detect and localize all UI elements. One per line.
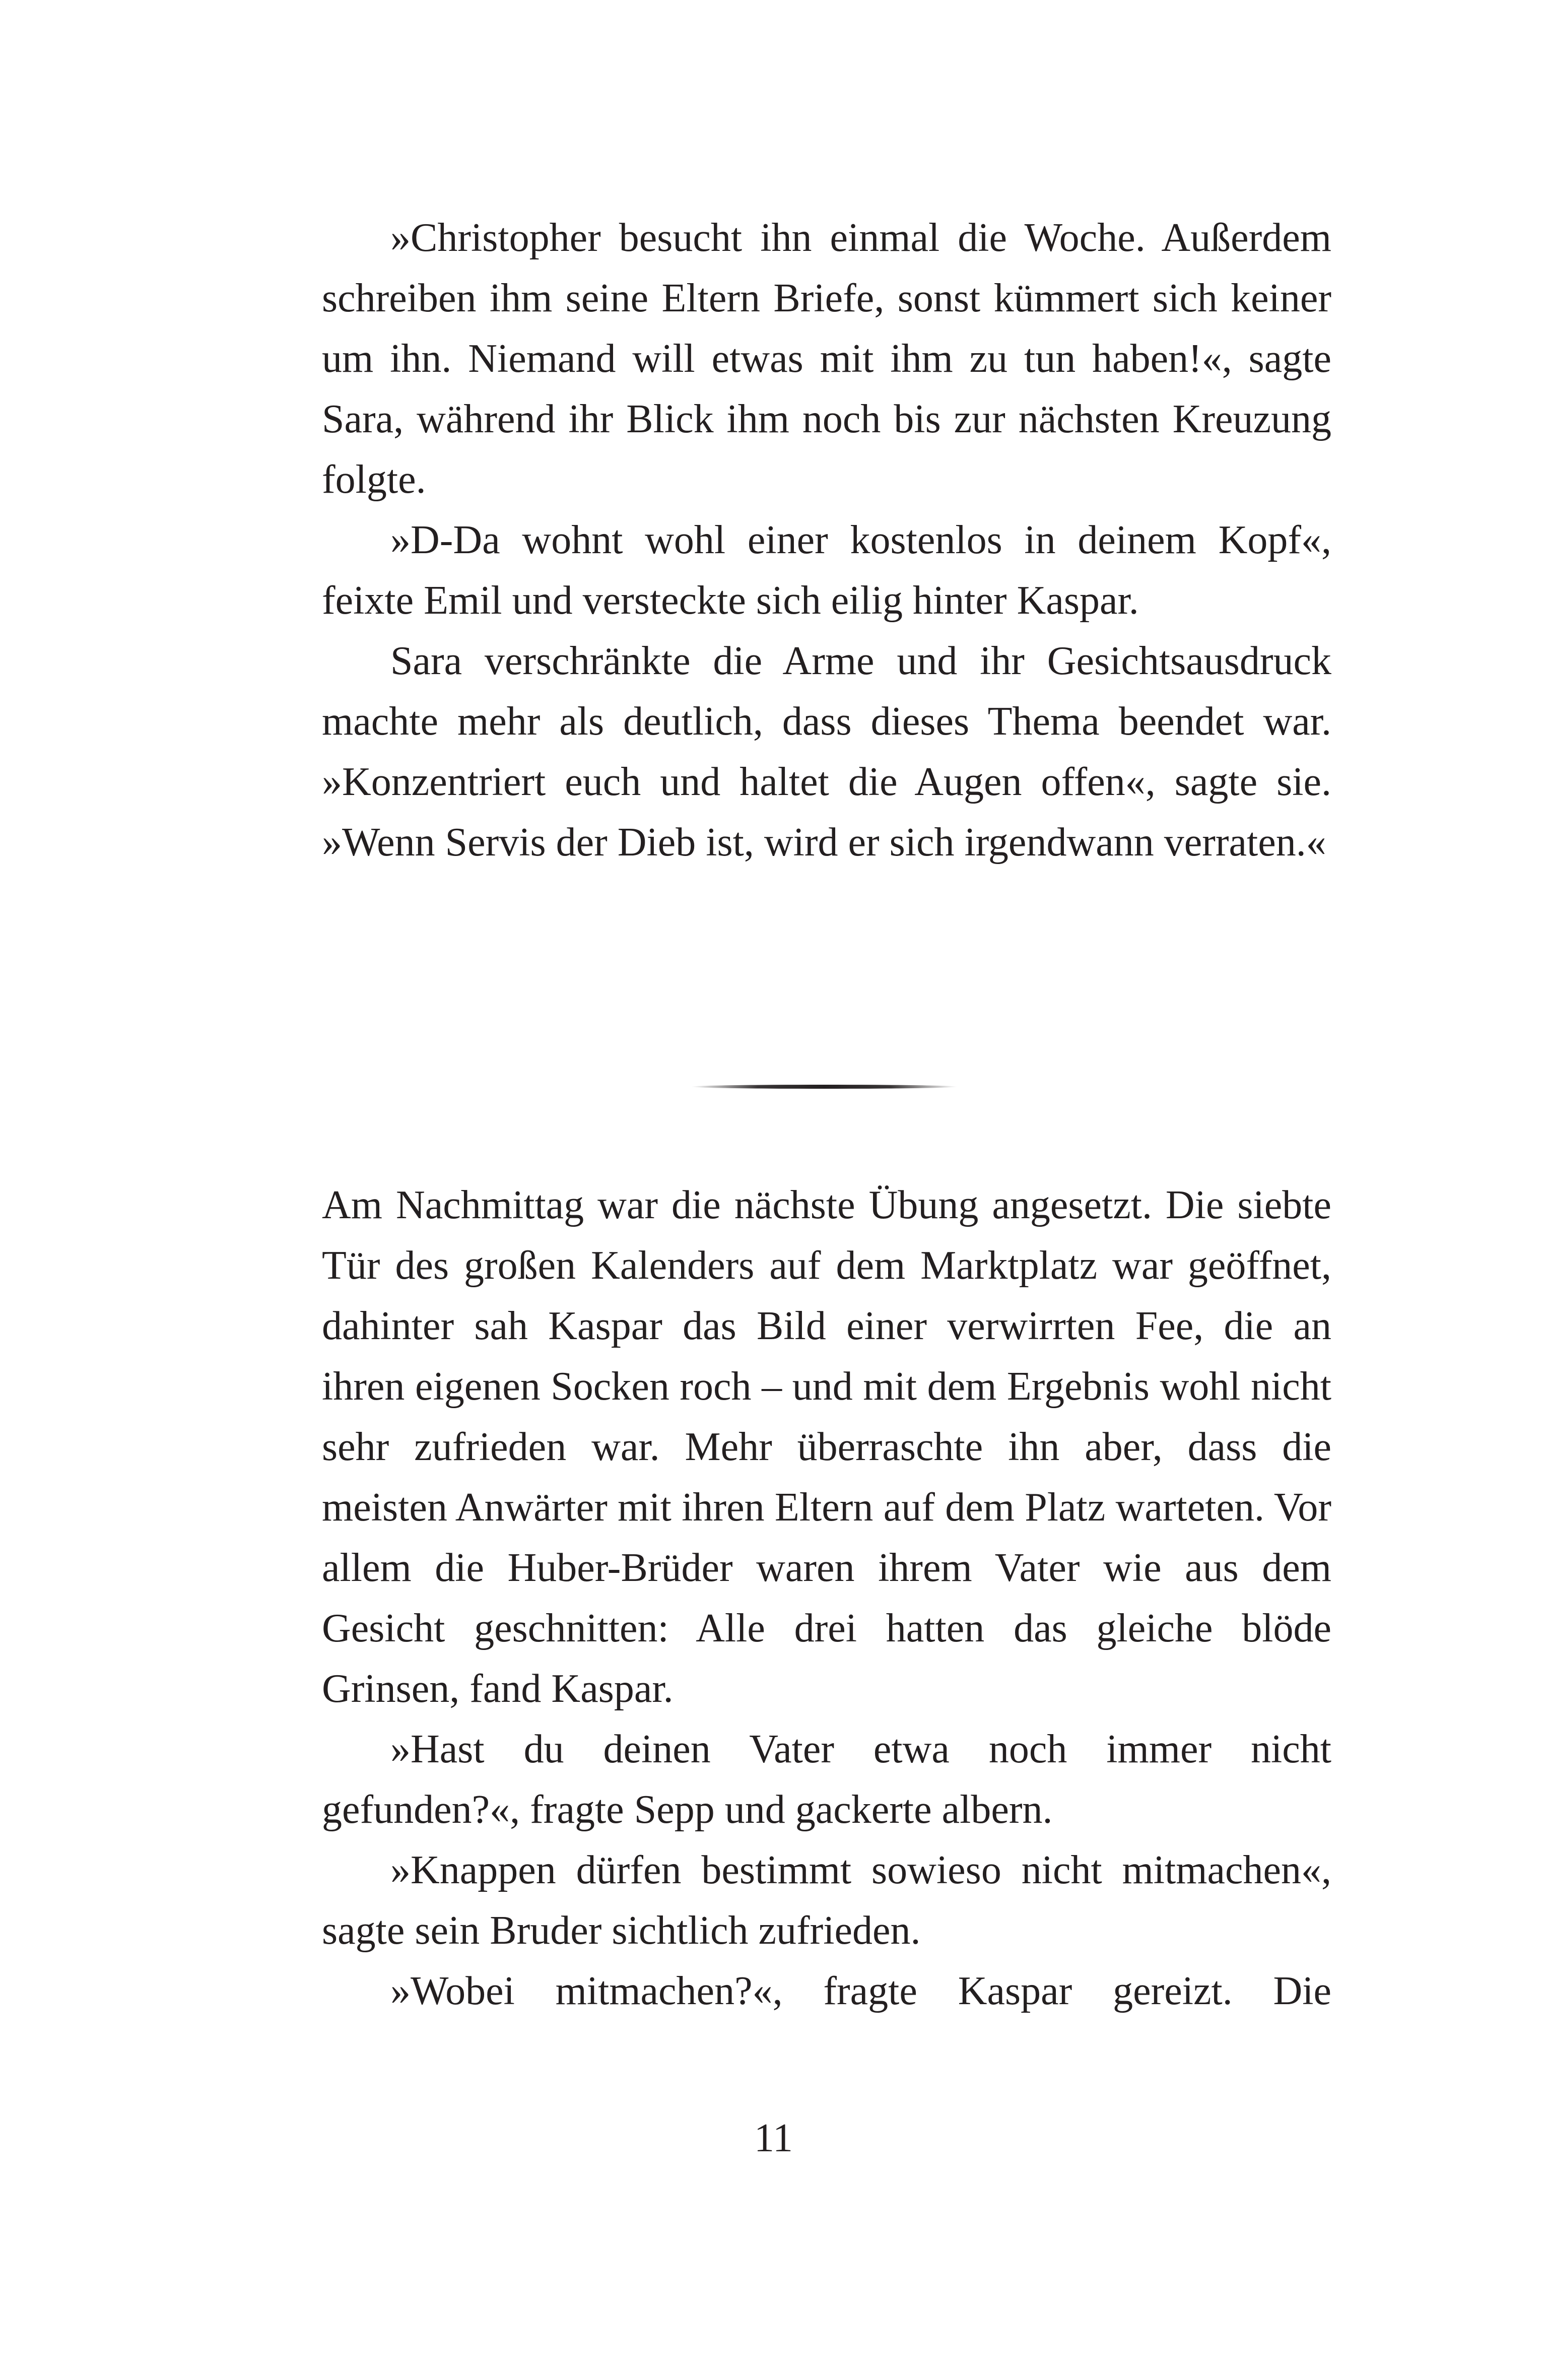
paragraph: »Hast du deinen Vater etwa noch immer nicht gefunden?«, fragte Sepp und gackerte albern. [322,1727,1331,1832]
paragraph: »Christopher besucht ihn einmal die Woche. Außerdem schreiben ihm seine Eltern Briefe, sonst kümmert sich keiner um ihn. Niemand will etwas mit ihm zu tun haben!«, sagte Sara, während ihr Blick ihm noch bis zur nächsten Kreuzung folgte. [322,216,1331,502]
paragraph: »Wobei mitmachen?«, fragte Kaspar gereizt. Die [390,1969,1331,2013]
text-section-bottom [322,1175,1331,2021]
page-number: 11 [754,2116,793,2160]
text-section-top [322,208,1331,873]
paragraph: »Knappen dürfen bestimmt sowieso nicht mitmachen«, sagte sein Bruder sichtlich zufrieden. [322,1848,1331,1953]
paragraph: Am Nachmittag war die nächste Übung angesetzt. Die siebte Tür des großen Kalenders auf dem Marktplatz war geöffnet, dahinter sah Kaspar das Bild einer verwirrten Fee, die an ihren eigenen Socken roch – und mit dem Ergebnis wohl nicht sehr zufrieden war. Mehr überraschte ihn aber, dass die meisten Anwärter mit ihren Eltern auf dem Platz warteten. Vor allem die Huber-Brüder waren ihrem Vater wie aus dem Gesicht geschnitten: Alle drei hatten das gleiche blöde Grinsen, fand Kaspar. [322,1183,1331,1711]
section-divider [691,1085,957,1089]
paragraph: Sara verschränkte die Arme und ihr Gesichtsausdruck machte mehr als deutlich, dass dieses Thema beendet war. »Konzentriert euch und haltet die Augen offen«, sagte sie. »Wenn Servis der Dieb ist, wird er sich irgendwann verraten.« [322,639,1331,865]
paragraph: »D-Da wohnt wohl einer kostenlos in deinem Kopf«, feixte Emil und versteckte sich eilig hinter Kaspar. [322,518,1331,623]
